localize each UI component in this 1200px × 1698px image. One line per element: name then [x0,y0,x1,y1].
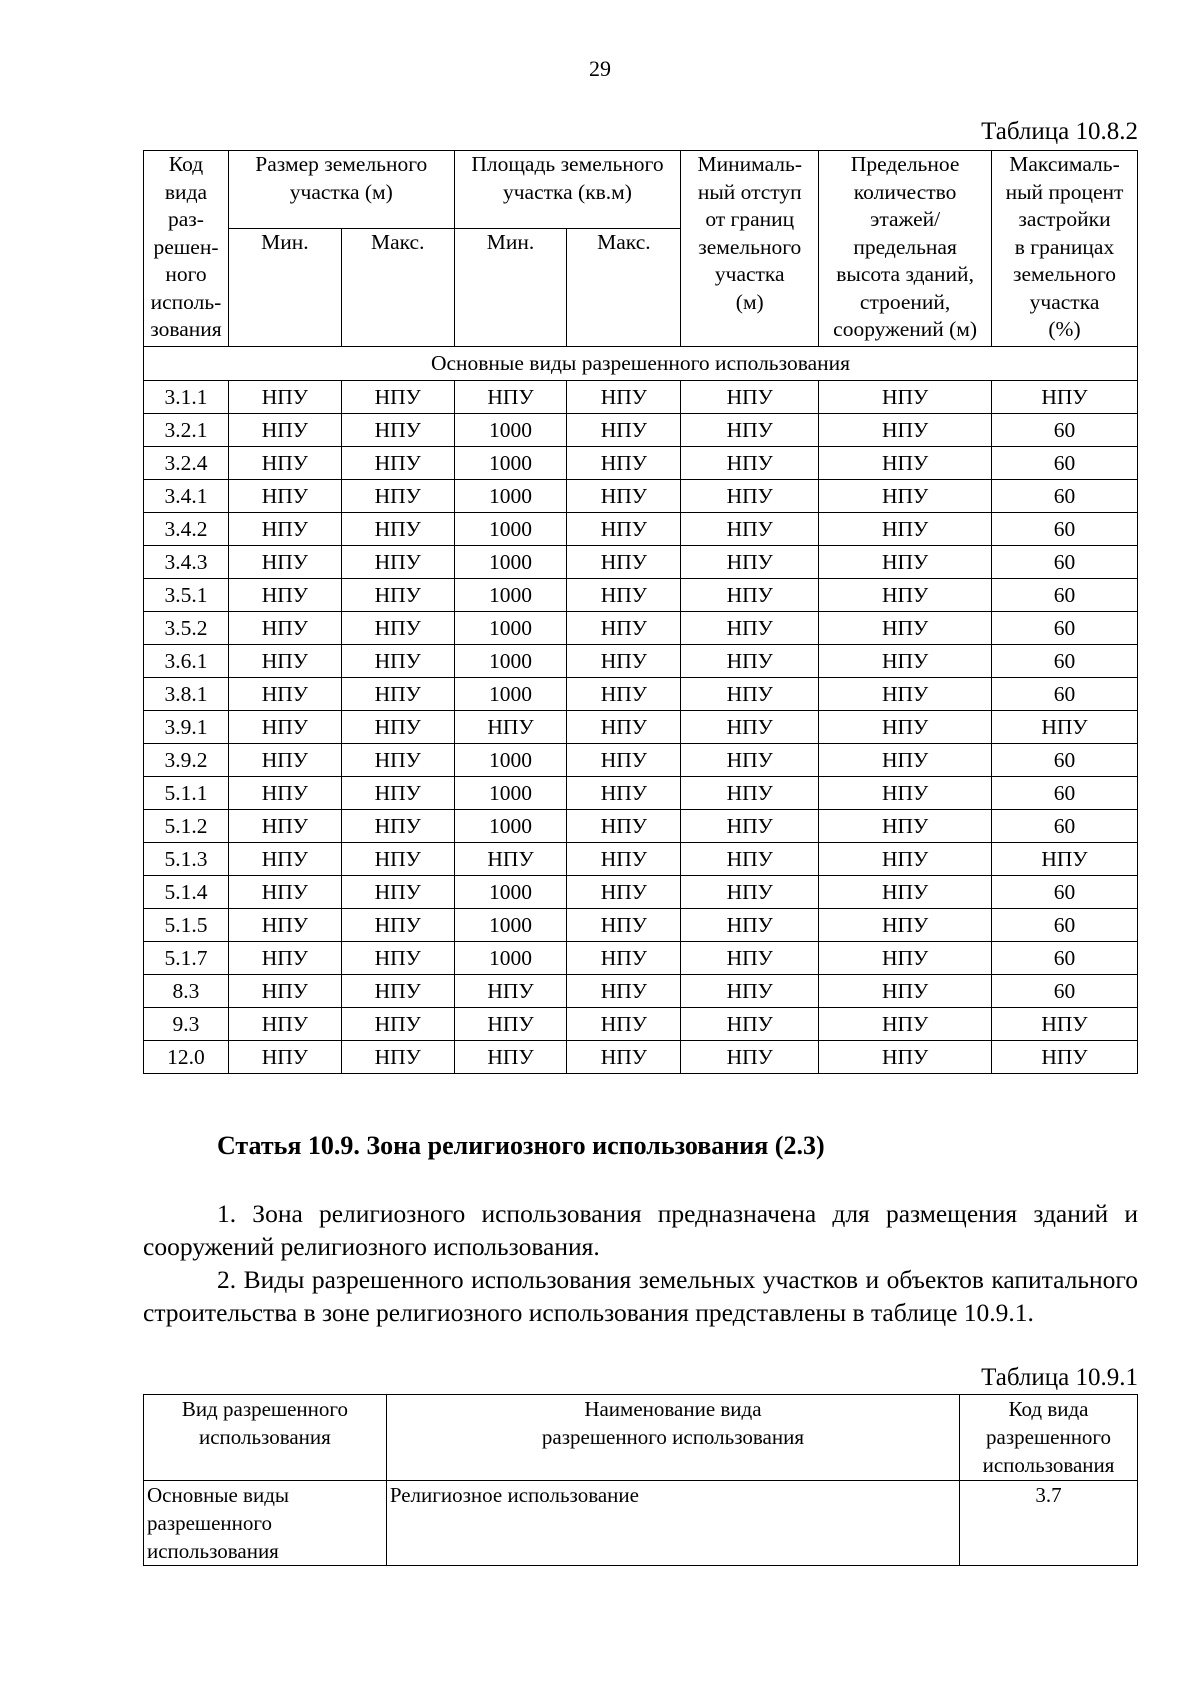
row-value-cell: НПУ [819,975,992,1008]
row-value-cell: НПУ [681,381,819,414]
table-row [144,480,1138,513]
row-value-cell: НПУ [341,843,454,876]
row-value-cell: 60 [992,447,1138,480]
row-value-cell: НПУ [681,612,819,645]
row-value-cell: 60 [992,909,1138,942]
header-area-max: Макс. [567,229,681,347]
row-value-cell: НПУ [681,414,819,447]
row-value-cell: НПУ [567,579,681,612]
row-value-cell: 1000 [454,414,567,447]
row-value-cell: 60 [992,645,1138,678]
row-value-cell: НПУ [341,546,454,579]
row-code-cell: 3.5.2 [144,612,229,645]
row-value-cell: НПУ [228,546,341,579]
table-row [144,876,1138,909]
row-value-cell: НПУ [681,480,819,513]
row-value-cell: НПУ [341,447,454,480]
table-row [144,546,1138,579]
row-value-cell: НПУ [341,480,454,513]
header-min-setback: Минималь- ный отступ от границ земельного участка (м) [681,151,819,347]
table-row [144,1008,1138,1041]
row-value-cell: НПУ [819,678,992,711]
row-value-cell: НПУ [567,678,681,711]
row-value-cell: НПУ [567,1008,681,1041]
row-value-cell: НПУ [228,777,341,810]
row-value-cell: НПУ [819,744,992,777]
row-value-cell: 60 [992,513,1138,546]
row-value-cell: НПУ [228,579,341,612]
row-value-cell: НПУ [567,744,681,777]
row-value-cell: НПУ [681,909,819,942]
table-row [144,645,1138,678]
row-value-cell: НПУ [681,1008,819,1041]
table-row [144,579,1138,612]
row-value-cell: НПУ [567,612,681,645]
use-name-cell: Религиозное использование [386,1481,959,1566]
header-max-floors: Предельное количество этажей/ предельная высота зданий, строений, сооружений (м) [819,151,992,347]
row-code-cell: 3.2.4 [144,447,229,480]
use-kind-cell: Основные виды разрешенного использования [144,1481,387,1566]
row-value-cell: НПУ [341,744,454,777]
row-value-cell: НПУ [819,579,992,612]
row-value-cell: НПУ [567,381,681,414]
row-value-cell: НПУ [567,447,681,480]
row-code-cell: 3.4.2 [144,513,229,546]
land-parameters-table [143,150,1138,1074]
table-row [144,678,1138,711]
row-value-cell: НПУ [681,744,819,777]
row-value-cell: 1000 [454,612,567,645]
row-code-cell: 3.9.1 [144,711,229,744]
row-value-cell: НПУ [681,678,819,711]
table-row [144,513,1138,546]
row-value-cell: 60 [992,678,1138,711]
header-plot-size: Размер земельного участка (м) [228,151,454,229]
row-value-cell: НПУ [454,1041,567,1074]
header-plot-area: Площадь земельного участка (кв.м) [454,151,681,229]
row-value-cell: НПУ [228,513,341,546]
table-row [144,909,1138,942]
row-value-cell: НПУ [341,1008,454,1041]
header-size-max: Макс. [341,229,454,347]
row-value-cell: 1000 [454,744,567,777]
row-value-cell: НПУ [341,414,454,447]
row-value-cell: НПУ [819,513,992,546]
row-value-cell: НПУ [819,876,992,909]
table-row [144,414,1138,447]
row-value-cell: НПУ [228,876,341,909]
article-heading: Статья 10.9. Зона религиозного использования (2.3) [217,1131,825,1160]
row-value-cell: НПУ [228,909,341,942]
row-value-cell: НПУ [228,447,341,480]
row-value-cell: НПУ [341,810,454,843]
table-row [144,810,1138,843]
row-value-cell: НПУ [819,447,992,480]
row-value-cell: 60 [992,480,1138,513]
row-value-cell: НПУ [454,975,567,1008]
row-code-cell: 3.8.1 [144,678,229,711]
row-value-cell: НПУ [567,777,681,810]
row-code-cell: 5.1.7 [144,942,229,975]
row-value-cell: НПУ [567,480,681,513]
row-value-cell: НПУ [567,876,681,909]
row-value-cell: 1000 [454,579,567,612]
row-code-cell: 5.1.4 [144,876,229,909]
table-row [144,942,1138,975]
row-value-cell: НПУ [228,810,341,843]
row-code-cell: 3.5.1 [144,579,229,612]
row-value-cell: НПУ [819,843,992,876]
row-value-cell: 60 [992,744,1138,777]
row-value-cell: НПУ [681,513,819,546]
row-code-cell: 3.1.1 [144,381,229,414]
table-caption: Таблица 10.8.2 [981,118,1138,145]
row-value-cell: НПУ [228,381,341,414]
table-row [144,711,1138,744]
row-value-cell: 60 [992,546,1138,579]
row-value-cell: 1000 [454,777,567,810]
table-row [144,381,1138,414]
row-code-cell: 9.3 [144,1008,229,1041]
row-value-cell: 1000 [454,810,567,843]
row-value-cell: НПУ [341,579,454,612]
row-value-cell: НПУ [819,645,992,678]
row-value-cell: 1000 [454,678,567,711]
row-value-cell: НПУ [567,909,681,942]
row-code-cell: 3.9.2 [144,744,229,777]
table-row [144,447,1138,480]
row-value-cell: НПУ [228,645,341,678]
row-value-cell: НПУ [681,447,819,480]
row-value-cell: 60 [992,414,1138,447]
row-value-cell: НПУ [454,1008,567,1041]
row-value-cell: НПУ [567,546,681,579]
row-code-cell: 8.3 [144,975,229,1008]
section-title: Основные виды разрешенного использования [144,347,1138,381]
row-code-cell: 3.4.3 [144,546,229,579]
row-code-cell: 5.1.5 [144,909,229,942]
row-value-cell: НПУ [681,843,819,876]
permitted-use-table [143,1394,1138,1566]
row-value-cell: НПУ [567,414,681,447]
header-code: Код вида раз- решен- ного исполь- зования [144,151,229,347]
table-row [144,1041,1138,1074]
row-value-cell: НПУ [819,546,992,579]
row-value-cell: 1000 [454,942,567,975]
row-value-cell: НПУ [681,810,819,843]
row-value-cell: НПУ [567,513,681,546]
row-value-cell: 1000 [454,546,567,579]
row-value-cell: НПУ [992,711,1138,744]
row-value-cell: НПУ [567,711,681,744]
row-value-cell: 1000 [454,480,567,513]
table-row [144,777,1138,810]
row-value-cell: НПУ [819,777,992,810]
row-value-cell: НПУ [819,381,992,414]
row-value-cell: НПУ [228,612,341,645]
row-value-cell: НПУ [681,777,819,810]
row-value-cell: НПУ [681,546,819,579]
row-value-cell: НПУ [341,909,454,942]
row-value-cell: НПУ [228,414,341,447]
row-value-cell: НПУ [567,975,681,1008]
row-value-cell: НПУ [819,612,992,645]
row-value-cell: НПУ [567,843,681,876]
use-code-cell: 3.7 [960,1481,1138,1566]
row-value-cell: НПУ [819,414,992,447]
row-value-cell: 1000 [454,909,567,942]
row-value-cell: НПУ [228,711,341,744]
row-value-cell: НПУ [681,942,819,975]
header-use-name: Наименование вида разрешенного использования [386,1395,959,1481]
row-value-cell: НПУ [228,1041,341,1074]
row-value-cell: 60 [992,810,1138,843]
table-row [144,843,1138,876]
row-value-cell: НПУ [819,711,992,744]
row-value-cell: НПУ [454,381,567,414]
header-use-code: Код вида разрешенного использования [960,1395,1138,1481]
header-size-min: Мин. [228,229,341,347]
row-code-cell: 3.4.1 [144,480,229,513]
row-code-cell: 5.1.2 [144,810,229,843]
paragraph-1: 1. Зона религиозного использования предназначена для размещения зданий и сооружений религиозного использования. [143,1199,1138,1261]
row-value-cell: НПУ [454,843,567,876]
row-value-cell: НПУ [567,645,681,678]
row-value-cell: НПУ [228,744,341,777]
row-value-cell: НПУ [681,975,819,1008]
row-value-cell: НПУ [992,1008,1138,1041]
row-value-cell: НПУ [819,942,992,975]
page-number: 29 [589,56,611,81]
row-value-cell: НПУ [992,381,1138,414]
paragraph-2: 2. Виды разрешенного использования земельных участков и объектов капитального строительства в зоне религиозного использования представлены в таблице 10.9.1. [143,1265,1138,1327]
row-value-cell: НПУ [341,381,454,414]
row-value-cell: НПУ [819,480,992,513]
row-code-cell: 5.1.3 [144,843,229,876]
row-code-cell: 5.1.1 [144,777,229,810]
row-value-cell: НПУ [819,1041,992,1074]
row-value-cell: НПУ [228,975,341,1008]
row-value-cell: НПУ [341,975,454,1008]
row-value-cell: НПУ [341,711,454,744]
table-row [144,975,1138,1008]
row-value-cell: НПУ [454,711,567,744]
row-value-cell: НПУ [341,513,454,546]
row-value-cell: НПУ [341,876,454,909]
row-value-cell: НПУ [228,843,341,876]
row-value-cell: 60 [992,975,1138,1008]
header-area-min: Мин. [454,229,567,347]
row-value-cell: НПУ [341,645,454,678]
row-value-cell: 60 [992,777,1138,810]
row-value-cell: 1000 [454,645,567,678]
row-value-cell: НПУ [992,843,1138,876]
table-row [144,612,1138,645]
row-value-cell: НПУ [819,810,992,843]
row-code-cell: 12.0 [144,1041,229,1074]
row-value-cell: НПУ [567,942,681,975]
row-value-cell: НПУ [681,645,819,678]
row-value-cell: 60 [992,579,1138,612]
row-value-cell: 60 [992,876,1138,909]
row-value-cell: НПУ [341,612,454,645]
row-value-cell: 1000 [454,447,567,480]
row-value-cell: НПУ [681,711,819,744]
table-caption-2: Таблица 10.9.1 [981,1364,1138,1391]
row-value-cell: НПУ [819,909,992,942]
row-code-cell: 3.6.1 [144,645,229,678]
row-value-cell: НПУ [341,1041,454,1074]
row-value-cell: 60 [992,612,1138,645]
row-value-cell: НПУ [681,579,819,612]
row-value-cell: НПУ [681,876,819,909]
row-value-cell: 1000 [454,876,567,909]
row-value-cell: НПУ [228,480,341,513]
row-value-cell: НПУ [341,678,454,711]
row-value-cell: НПУ [567,810,681,843]
row-value-cell: 1000 [454,513,567,546]
row-code-cell: 3.2.1 [144,414,229,447]
row-value-cell: НПУ [228,942,341,975]
row-value-cell: НПУ [819,1008,992,1041]
row-value-cell: НПУ [228,1008,341,1041]
row-value-cell: НПУ [228,678,341,711]
table-row [144,744,1138,777]
row-value-cell: НПУ [341,942,454,975]
row-value-cell: НПУ [341,777,454,810]
row-value-cell: НПУ [567,1041,681,1074]
header-use-kind: Вид разрешенного использования [144,1395,387,1481]
row-value-cell: 60 [992,942,1138,975]
row-value-cell: НПУ [992,1041,1138,1074]
header-max-coverage: Максималь- ный процент застройки в границах земельного участка (%) [992,151,1138,347]
row-value-cell: НПУ [681,1041,819,1074]
